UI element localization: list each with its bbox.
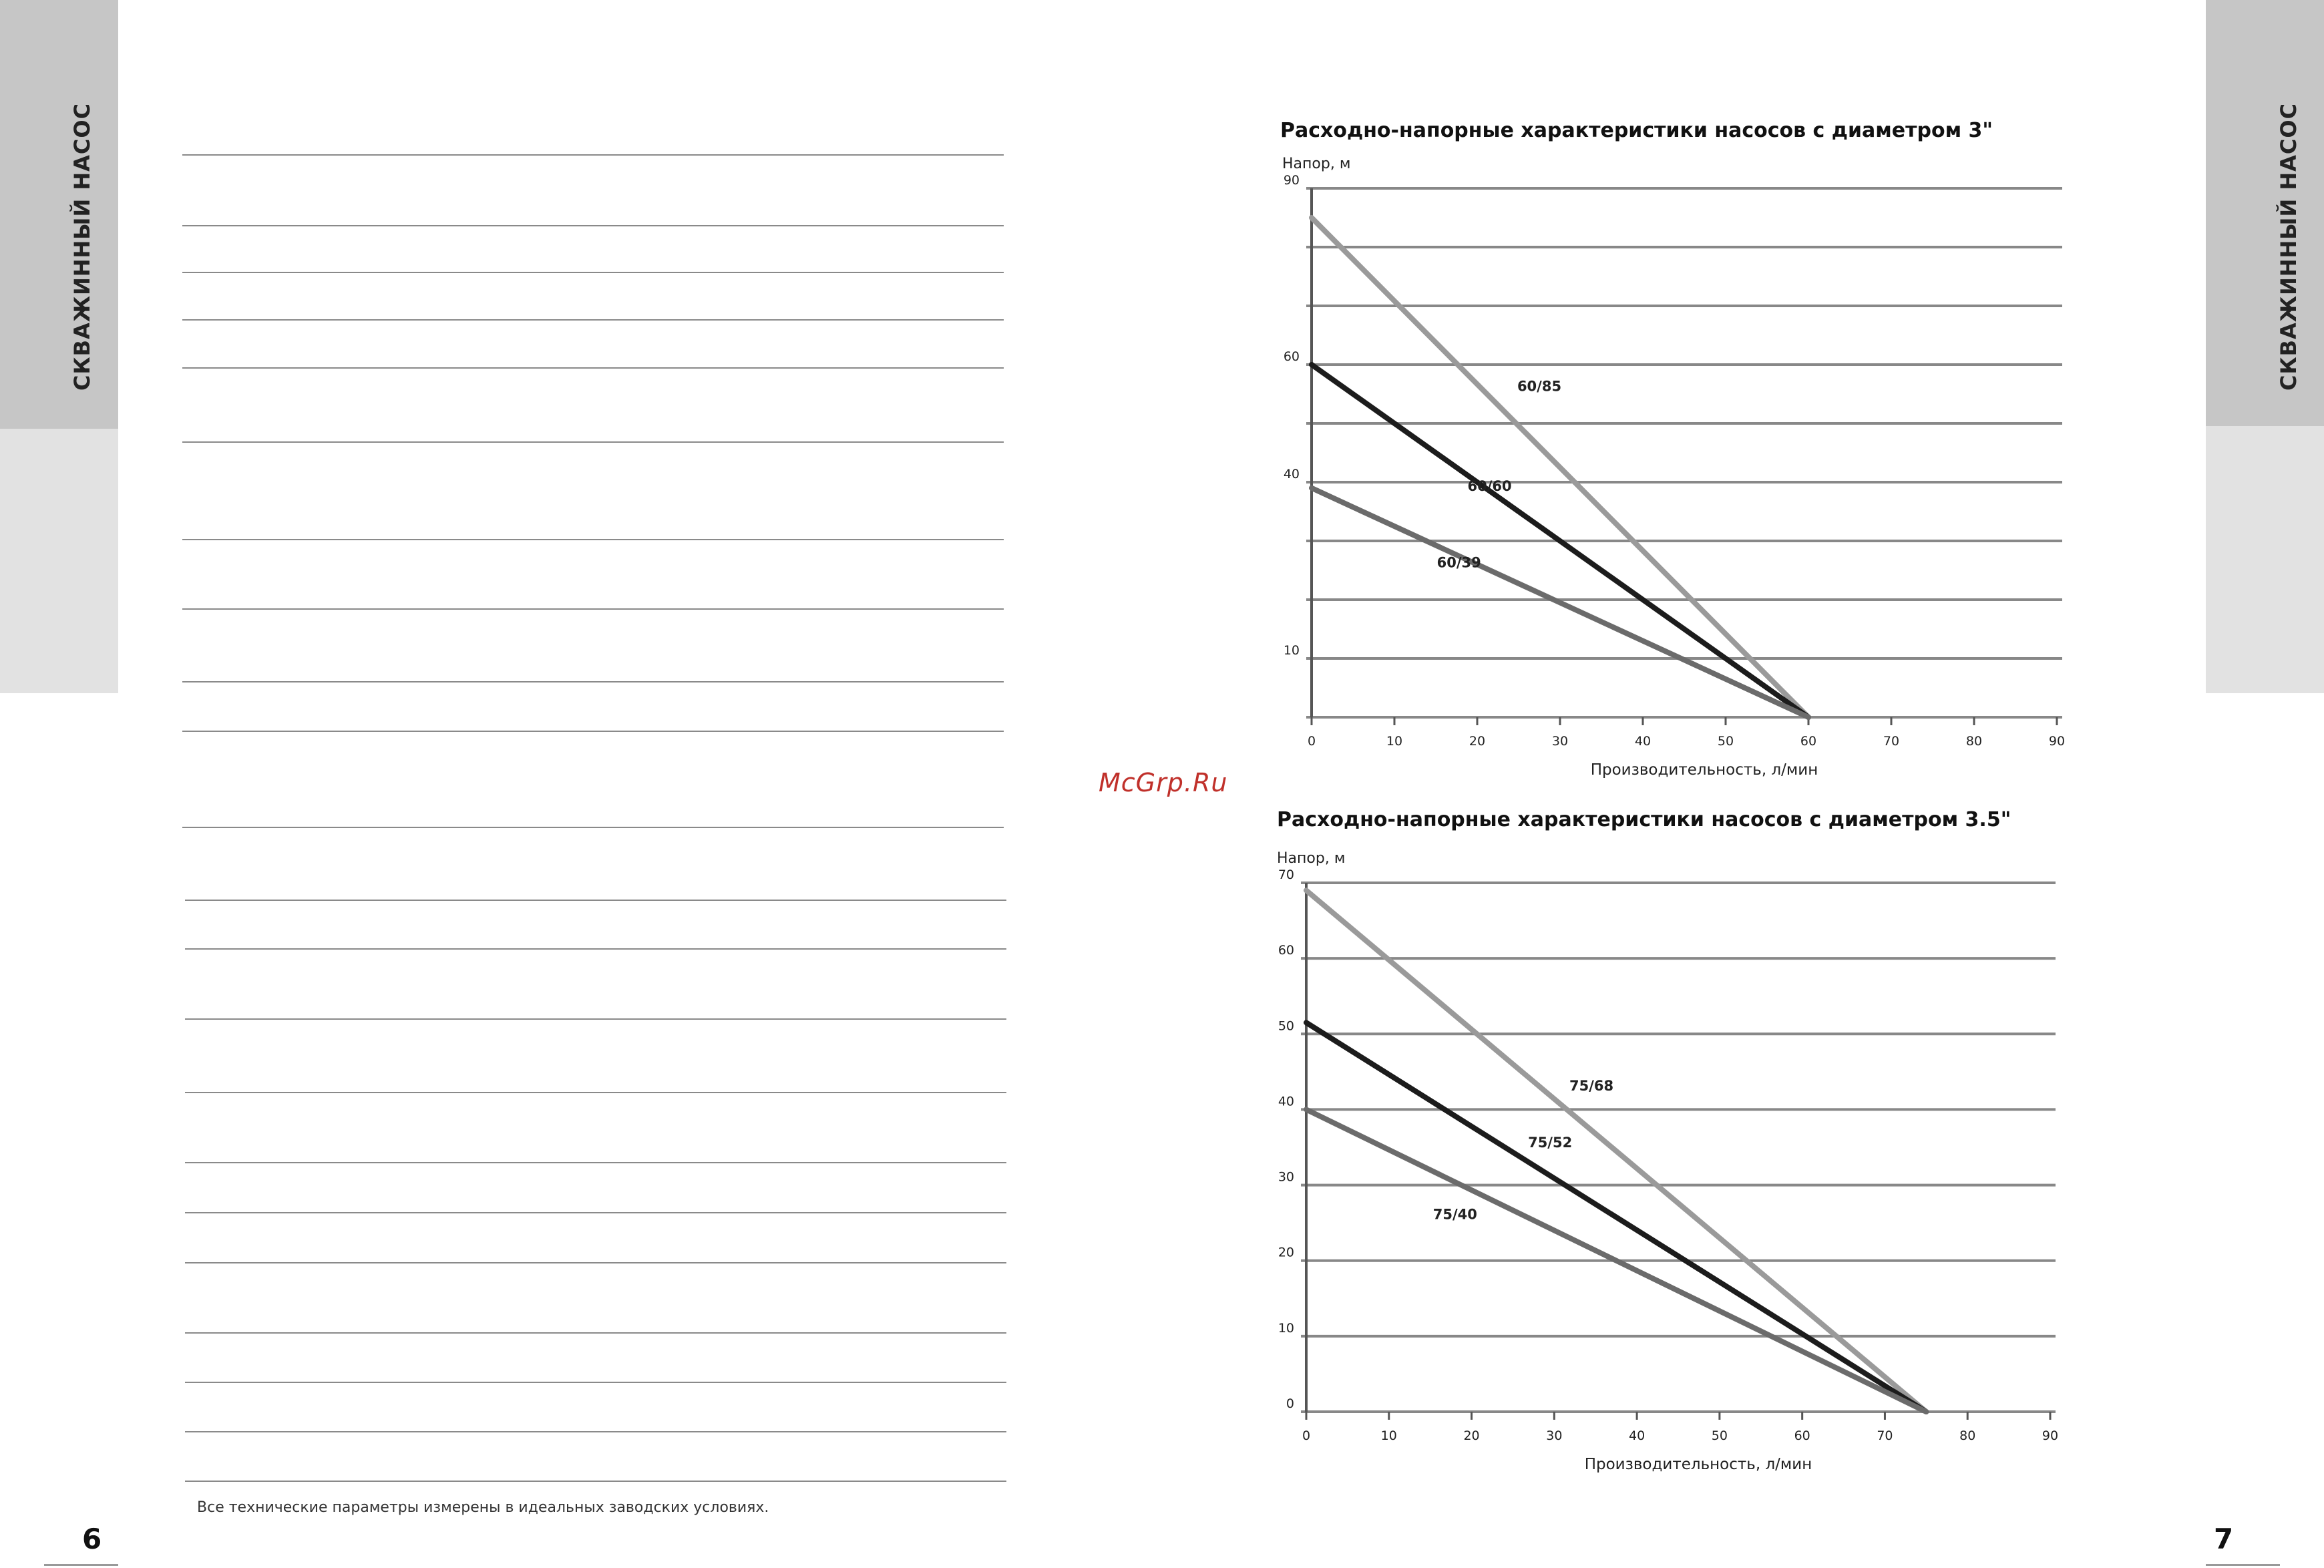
x-tick-label: 60 <box>1794 1428 1810 1443</box>
section-tab-right-dark <box>2206 0 2324 426</box>
x-tick-label: 80 <box>1959 1428 1976 1443</box>
x-tick-label: 70 <box>1883 734 1900 749</box>
note-line <box>185 1431 1006 1432</box>
x-tick-label: 30 <box>1551 734 1569 749</box>
page-number-left: 6 <box>82 1523 102 1555</box>
x-tick-label: 90 <box>2042 1428 2059 1443</box>
page-number-rule-left <box>44 1564 118 1566</box>
y-tick-label: 10 <box>1278 1320 1294 1336</box>
note-line <box>182 608 1004 610</box>
x-tick-label: 10 <box>1380 1428 1397 1443</box>
x-tick-label: 80 <box>1965 734 1983 749</box>
section-tab-label-right: СКВАЖИННЫЙ НАСОС <box>2276 102 2301 391</box>
note-line <box>182 731 1004 732</box>
note-line <box>185 1162 1006 1163</box>
x-tick-label: 50 <box>1717 734 1734 749</box>
note-line <box>182 319 1004 321</box>
series-label: 75/52 <box>1528 1135 1573 1151</box>
y-tick-label: 40 <box>1283 467 1300 481</box>
x-tick-label: 20 <box>1463 1428 1480 1443</box>
y-tick-label: 40 <box>1278 1094 1294 1109</box>
chart-title-3in: Расходно-напорные характеристики насосов с диаметром 3" <box>1280 119 1993 142</box>
x-tick-label: 40 <box>1634 734 1652 749</box>
watermark: McGrp.Ru <box>1099 768 1228 797</box>
note-line <box>182 154 1004 156</box>
x-tick-label: 40 <box>1629 1428 1645 1443</box>
note-line <box>185 1332 1006 1334</box>
note-line <box>185 1212 1006 1213</box>
y-tick-label: 10 <box>1283 643 1300 658</box>
note-line <box>182 272 1004 273</box>
x-tick-label: 70 <box>1877 1428 1893 1443</box>
series-line-60-85 <box>1312 218 1808 717</box>
series-label: 75/68 <box>1569 1078 1614 1095</box>
series-line-75-68 <box>1306 890 1926 1412</box>
note-line <box>185 1092 1006 1093</box>
section-tab-label-left: СКВАЖИННЫЙ НАСОС <box>69 102 95 391</box>
x-tick-label: 0 <box>1302 1428 1311 1443</box>
x-tick-label: 0 <box>1307 734 1316 749</box>
series-label: 60/39 <box>1436 554 1481 571</box>
series-label: 75/40 <box>1432 1206 1477 1223</box>
note-line <box>185 900 1006 901</box>
y-tick-label: 20 <box>1278 1245 1294 1260</box>
section-tab-left-dark <box>0 0 118 429</box>
x-tick-label: 50 <box>1711 1428 1728 1443</box>
y-tick-label: 60 <box>1278 943 1294 958</box>
x-tick-label: 90 <box>2048 734 2066 749</box>
y-axis-label: Напор, м <box>1277 850 1346 867</box>
note-line <box>185 1262 1006 1263</box>
chart-title-3-5in: Расходно-напорные характеристики насосов с диаметром 3.5" <box>1277 808 2011 831</box>
series-line-60-39 <box>1312 488 1808 717</box>
chart-3-5in <box>1269 848 2070 1483</box>
series-label: 60/85 <box>1517 378 1562 395</box>
page-number-right: 7 <box>2214 1523 2234 1555</box>
note-line <box>182 367 1004 369</box>
x-axis-label: Производительность, л/мин <box>1584 1456 1812 1473</box>
footnote: Все технические параметры измерены в идеальных заводских условиях. <box>197 1499 769 1516</box>
y-tick-label: 70 <box>1278 867 1294 882</box>
section-tab-left-light <box>0 429 118 693</box>
note-line <box>182 681 1004 682</box>
x-axis-label: Производительность, л/мин <box>1590 761 1818 779</box>
y-tick-label: 30 <box>1278 1169 1294 1185</box>
x-tick-label: 60 <box>1800 734 1817 749</box>
x-tick-label: 20 <box>1469 734 1486 749</box>
note-line <box>182 225 1004 226</box>
y-tick-label: 50 <box>1278 1018 1294 1034</box>
series-line-75-52 <box>1306 1022 1926 1412</box>
y-tick-label: 0 <box>1286 1396 1294 1411</box>
note-line <box>182 539 1004 540</box>
series-label: 60/60 <box>1467 478 1512 495</box>
page-number-rule-right <box>2206 1564 2280 1566</box>
note-line <box>185 1382 1006 1383</box>
note-line <box>185 1018 1006 1020</box>
chart-3in <box>1269 154 2070 788</box>
section-tab-right-light <box>2206 426 2324 693</box>
y-axis-label: Напор, м <box>1282 156 1351 172</box>
y-tick-label: 60 <box>1283 349 1300 364</box>
x-tick-label: 30 <box>1546 1428 1563 1443</box>
y-tick-label: 90 <box>1283 173 1300 188</box>
x-tick-label: 10 <box>1386 734 1403 749</box>
note-line <box>182 441 1004 443</box>
note-line <box>182 827 1004 828</box>
note-line <box>185 948 1006 950</box>
note-line <box>185 1481 1006 1482</box>
